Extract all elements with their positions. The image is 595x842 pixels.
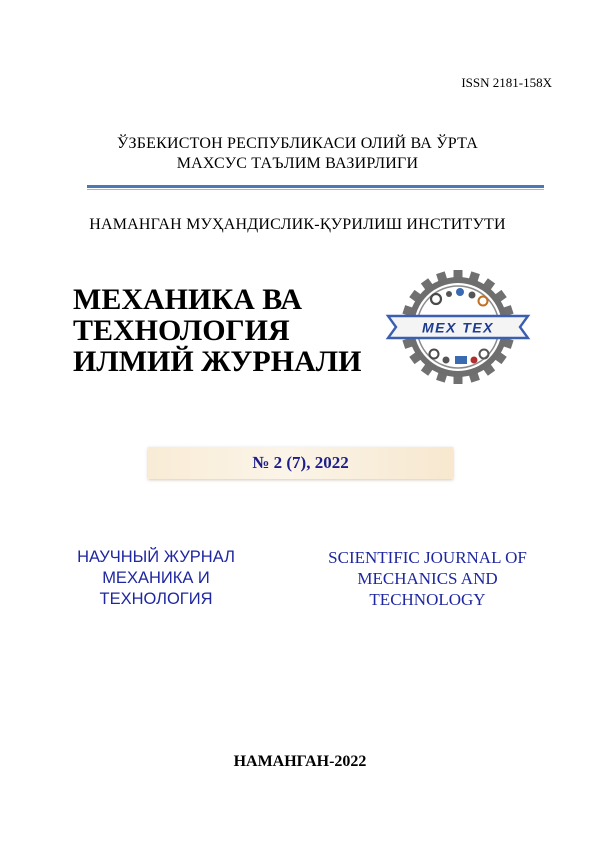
issue-banner	[148, 447, 453, 479]
english-title-line-3: TECHNOLOGY	[369, 590, 486, 609]
russian-title-line-3: ТЕХНОЛОГИЯ	[99, 590, 213, 608]
ministry-line-1: ЎЗБЕКИСТОН РЕСПУБЛИКАСИ ОЛИЙ ВА ЎРТА	[116, 135, 479, 152]
journal-title	[73, 284, 361, 377]
heading-divider	[87, 185, 544, 191]
logo-text: MEX TEX	[422, 319, 494, 336]
gear-emblem-icon	[384, 268, 532, 386]
journal-title-line-3: ИЛМИЙ ЖУРНАЛИ	[73, 345, 362, 378]
institute-name: НАМАНГАН МУҲАНДИСЛИК-ҚУРИЛИШ ИНСТИТУТИ	[89, 216, 506, 233]
issue-number: № 2 (7), 2022	[252, 453, 349, 472]
ministry-line-2: МАХСУС ТАЪЛИМ ВАЗИРЛИГИ	[176, 155, 419, 172]
english-title-line-1: SCIENTIFIC JOURNAL OF	[328, 548, 527, 567]
english-title-line-2: MECHANICS AND	[357, 569, 498, 588]
ministry-heading	[0, 134, 595, 174]
russian-title-line-1: НАУЧНЫЙ ЖУРНАЛ	[77, 548, 235, 566]
russian-title	[56, 547, 256, 610]
russian-title-line-2: МЕХАНИКА И	[102, 569, 210, 587]
issn-label: ISSN 2181-158X	[461, 75, 552, 90]
journal-title-line-2: ТЕХНОЛОГИЯ	[73, 314, 290, 347]
english-title	[300, 547, 555, 610]
journal-title-line-1: МЕХАНИКА ВА	[73, 283, 303, 316]
footer-place-year: НАМАНГАН-2022	[233, 753, 367, 770]
